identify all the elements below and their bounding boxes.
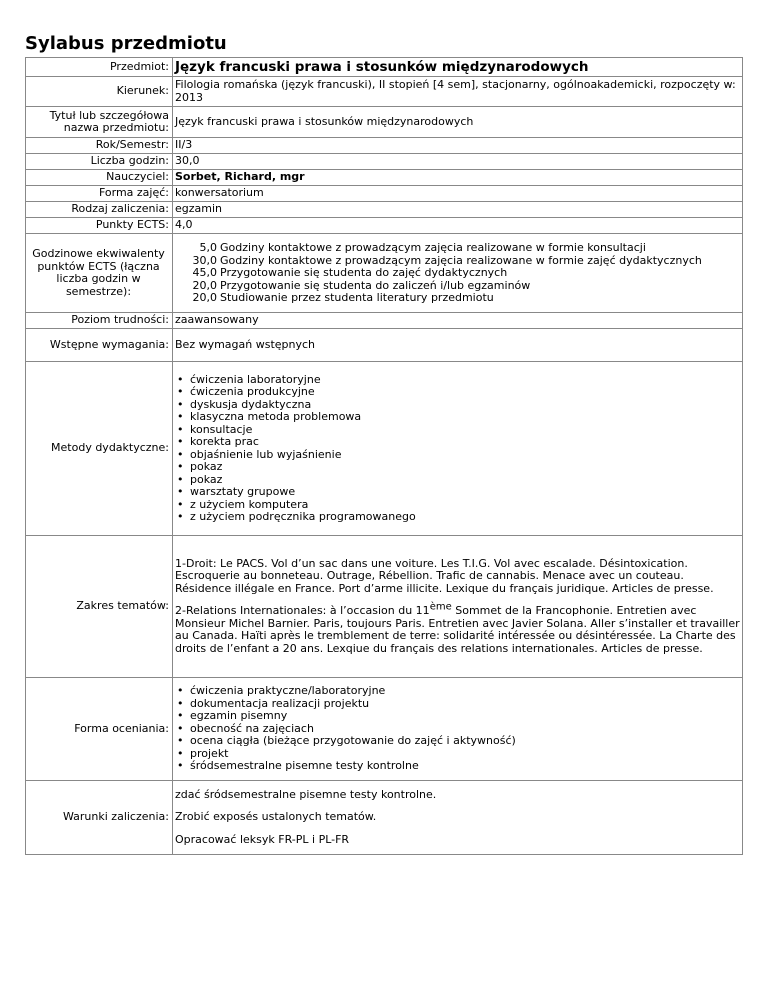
- label-metody: Metody dydaktyczne:: [26, 362, 173, 536]
- row-nauczyciel: [26, 170, 743, 186]
- value-nauczyciel: Sorbet, Richard, mgr: [173, 170, 743, 186]
- syllabus-table: [25, 57, 743, 855]
- value-tytul: Język francuski prawa i stosunków międzynarodowych: [173, 107, 743, 138]
- label-wstepne: Wstępne wymagania:: [26, 329, 173, 362]
- hours-value: 20,0: [192, 291, 217, 305]
- label-nauczyciel: Nauczyciel:: [26, 170, 173, 186]
- value-forma: konwersatorium: [173, 186, 743, 202]
- topics-2-start: 2-Relations Internationales: à l’occasion du 11: [175, 604, 430, 618]
- list-item: • dokumentacja realizacji projektu: [177, 698, 740, 711]
- value-rodzaj: egzamin: [173, 202, 743, 218]
- label-rodzaj: Rodzaj zaliczenia:: [26, 202, 173, 218]
- row-rok: [26, 138, 743, 154]
- row-ects: [26, 218, 743, 234]
- hours-item: [175, 267, 702, 280]
- topics-paragraph-1: 1-Droit: Le PACS. Vol d’un sac dans une voiture. Les T.I.G. Vol avec escalade. Désintoxication. Escroquerie au bonneteau. Outrage, Rébellion. Trafic de cannabis. Menace avec un couteau. Résidence illégale en France. Port d’arme illicite. Lexique du français juridique. Articles de presse.: [175, 556, 714, 595]
- value-godzinowe: [173, 234, 743, 313]
- hours-item: [175, 242, 702, 255]
- row-kierunek: [26, 77, 743, 107]
- topics-2-superscript: ème: [429, 601, 452, 613]
- list-item: • egzamin pisemny: [177, 710, 740, 723]
- row-rodzaj: [26, 202, 743, 218]
- list-item: • z użyciem komputera: [177, 499, 740, 512]
- row-godzinowe: [26, 234, 743, 313]
- hours-text: Przygotowanie się studenta do zajęć dydaktycznych: [220, 266, 508, 280]
- list-item: • śródsemestralne pisemne testy kontrolne: [177, 760, 740, 773]
- label-godzinowe: Godzinowe ekwiwalenty punktów ECTS (łączna liczba godzin w semestrze):: [26, 234, 173, 313]
- hours-text: Studiowanie przez studenta literatury przedmiotu: [220, 291, 494, 305]
- row-liczba: [26, 154, 743, 170]
- hours-value: 45,0: [192, 266, 217, 280]
- methods-list: [175, 374, 740, 524]
- row-warunki: [26, 781, 743, 855]
- list-item: • konsultacje: [177, 424, 740, 437]
- value-ects: 4,0: [173, 218, 743, 234]
- label-forma: Forma zajęć:: [26, 186, 173, 202]
- value-warunki: [173, 781, 743, 855]
- condition-line: Zrobić exposés ustalonych tematów.: [175, 810, 377, 824]
- page-title: Sylabus przedmiotu: [25, 33, 227, 54]
- row-zakres: [26, 536, 743, 678]
- condition-line: zdać śródsemestralne pisemne testy kontrolne.: [175, 787, 437, 801]
- value-liczba: 30,0: [173, 154, 743, 170]
- hours-text: Godziny kontaktowe z prowadzącym zajęcia realizowane w formie konsultacji: [220, 241, 646, 255]
- row-ocena: [26, 678, 743, 781]
- label-zakres: Zakres tematów:: [26, 536, 173, 678]
- hours-value: 20,0: [192, 278, 217, 292]
- row-metody: [26, 362, 743, 536]
- list-item: • dyskusja dydaktyczna: [177, 399, 740, 412]
- list-item: • z użyciem podręcznika programowanego: [177, 511, 740, 524]
- value-wstepne: Bez wymagań wstępnych: [173, 329, 743, 362]
- value-przedmiot: Język francuski prawa i stosunków międzynarodowych: [173, 58, 743, 77]
- row-przedmiot: [26, 58, 743, 77]
- label-kierunek: Kierunek:: [26, 77, 173, 107]
- row-tytul: [26, 107, 743, 138]
- list-item: • objaśnienie lub wyjaśnienie: [177, 449, 740, 462]
- topics-2-rest: Sommet de la Francophonie. Entretien avec Monsieur Michel Barnier. Paris, toujours Paris. Entretien avec Javier Solana. Aller s’installer et travailler au Canada. Haïti après le tremblement de terre: solidarité intéressée ou désintéressée. La Charte des droits de l’enfant a 20 ans. Lexqiue du français des relations internationales. Articles de presse.: [175, 604, 740, 655]
- list-item: • obecność na zajęciach: [177, 723, 740, 736]
- label-rok: Rok/Semestr:: [26, 138, 173, 154]
- list-item: • pokaz: [177, 461, 740, 474]
- topics-paragraph-2: [175, 601, 740, 655]
- row-poziom: [26, 313, 743, 329]
- hours-value: 30,0: [192, 253, 217, 267]
- hours-item: [175, 292, 702, 305]
- value-poziom: zaawansowany: [173, 313, 743, 329]
- list-item: • ćwiczenia laboratoryjne: [177, 374, 740, 387]
- label-warunki: Warunki zaliczenia:: [26, 781, 173, 855]
- value-ocena: [173, 678, 743, 781]
- list-item: • warsztaty grupowe: [177, 486, 740, 499]
- label-przedmiot: Przedmiot:: [26, 58, 173, 77]
- hours-text: Przygotowanie się studenta do zaliczeń i/lub egzaminów: [220, 278, 531, 292]
- list-item: • ocena ciągła (bieżące przygotowanie do zajęć i aktywność): [177, 735, 740, 748]
- list-item: • projekt: [177, 748, 740, 761]
- label-ects: Punkty ECTS:: [26, 218, 173, 234]
- assessment-list: [175, 685, 740, 773]
- value-metody: [173, 362, 743, 536]
- label-liczba: Liczba godzin:: [26, 154, 173, 170]
- list-item: • pokaz: [177, 474, 740, 487]
- value-kierunek: Filologia romańska (język francuski), II stopień [4 sem], stacjonarny, ogólnoakademicki, rozpoczęty w: 2013: [173, 77, 743, 107]
- hours-text: Godziny kontaktowe z prowadzącym zajęcia realizowane w formie zajęć dydaktycznych: [220, 253, 702, 267]
- hours-value: 5,0: [199, 241, 217, 255]
- row-wstepne: [26, 329, 743, 362]
- value-rok: II/3: [173, 138, 743, 154]
- condition-line: Opracować leksyk FR-PL i PL-FR: [175, 832, 350, 846]
- list-item: • klasyczna metoda problemowa: [177, 411, 740, 424]
- label-ocena: Forma oceniania:: [26, 678, 173, 781]
- list-item: • ćwiczenia produkcyjne: [177, 386, 740, 399]
- label-poziom: Poziom trudności:: [26, 313, 173, 329]
- ects-hours-list: [175, 242, 702, 305]
- list-item: • korekta prac: [177, 436, 740, 449]
- value-zakres: [173, 536, 743, 678]
- label-tytul: Tytuł lub szczegółowa nazwa przedmiotu:: [26, 107, 173, 138]
- row-forma: [26, 186, 743, 202]
- list-item: • ćwiczenia praktyczne/laboratoryjne: [177, 685, 740, 698]
